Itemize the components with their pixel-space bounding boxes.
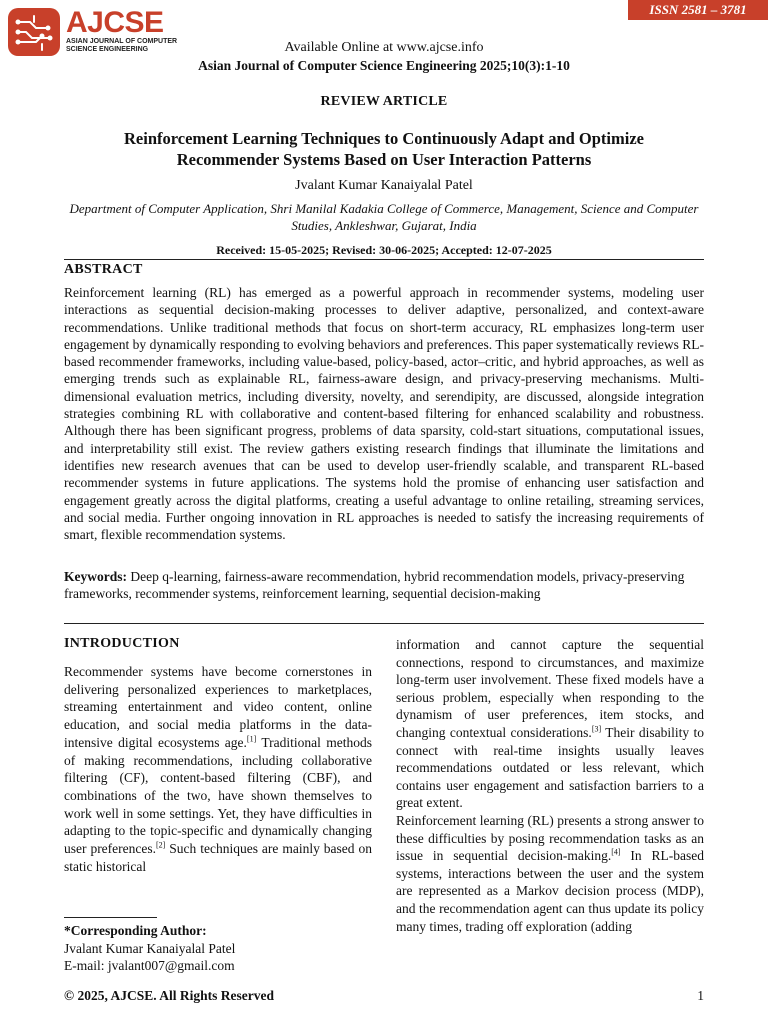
article-type: REVIEW ARTICLE bbox=[320, 94, 448, 109]
copyright: © 2025, AJCSE. All Rights Reserved bbox=[64, 988, 274, 1003]
divider bbox=[64, 259, 704, 260]
logo-subtitle-line2: SCIENCE ENGINEERING bbox=[66, 46, 149, 53]
divider bbox=[64, 623, 704, 624]
citation: [2] bbox=[156, 840, 166, 850]
intro-left-column bbox=[64, 663, 372, 875]
keywords-label: Keywords: bbox=[64, 569, 127, 584]
intro-right-column bbox=[396, 636, 704, 935]
abstract-text: Reinforcement learning (RL) has emerged as a powerful approach in recommender systems, modeling user interactions as sequential decision-making processes to deliver adaptive, personalized, and context-aware recommendations. Unlike traditional methods that focus on short-term accuracy, RL emphasizes long-term user engagement by dynamically responding to evolving behaviors and preferences. This paper systematically reviews RL-based recommender frameworks, including value-based, policy-based, actor–critic, and hybrid approaches, as well as emerging trends such as explainable RL, fairness-aware design, and privacy-preserving mechanisms. Multi-dimensional evaluation metrics, including diversity, novelty, and serendipity, are discussed, alongside integration strategies combining RL with collaborative and content-based filtering for enhanced scalability and robustness. Although there has been significant progress, problems of data sparsity, cold-start situations, computational issues, and interpretability still exist. The review gathers existing research findings that illuminate the limitations and identifies new research avenues that can be used to develop user-friendly scalable, and transparent RL-based recommender systems in future applications. The systems hold the promise of enhancing user satisfaction and engagement greatly across the digital platforms, creating a useful advantage to online retailing, streaming services, and social media. Further ongoing innovation in RL approaches is needed to satisfy the increasing requirements of smart, flexible recommendation systems. bbox=[64, 285, 704, 543]
author-name: Jvalant Kumar Kanaiyalal Patel bbox=[295, 178, 473, 193]
availability-line: Available Online at www.ajcse.info bbox=[284, 40, 484, 55]
author-affiliation: Department of Computer Application, Shri Manilal Kadakia College of Commerce, Management, Science and Computer Studies, Ankleshwar, Gujarat, India bbox=[69, 201, 699, 233]
issn-badge: ISSN 2581 – 3781 bbox=[628, 0, 768, 20]
footnote-divider bbox=[64, 917, 157, 918]
corresponding-author bbox=[64, 922, 235, 975]
paper-title: Reinforcement Learning Techniques to Continuously Adapt and Optimize Recommender Systems Based on User Interaction Patterns bbox=[124, 129, 644, 169]
keywords bbox=[64, 568, 704, 602]
citation: [3] bbox=[591, 724, 602, 734]
logo-subtitle-line1: ASIAN JOURNAL OF COMPUTER bbox=[66, 38, 178, 45]
paragraph: Reinforcement learning (RL) presents a strong answer to these difficulties by posing recommendation tasks as an issue in sequential decision-making.[4] In RL-based systems, interactions between the user and the system are represented as a Markov decision process (MDP), and the recommendation agent can thus update its policy many times, trading off exploration (adding bbox=[396, 812, 704, 934]
introduction-heading: INTRODUCTION bbox=[64, 636, 180, 651]
abstract-heading: ABSTRACT bbox=[64, 262, 143, 277]
citation: [4] bbox=[611, 847, 621, 857]
corresponding-email: E-mail: jvalant007@gmail.com bbox=[64, 958, 235, 973]
paragraph: Recommender systems have become cornerstones in delivering personalized experiences to marketplaces, streaming entertainment and video content, online education, and social media platforms in the data-intensive digital ecosystems age.[1] Traditional methods of making recommendations, including collaborative filtering (CF), content-based filtering (CBF), and combinations of the two, have shown themselves to work well in some settings. Yet, they have difficulties in adapting to the topic-specific and dynamically changing user preferences.[2] Such techniques are mainly based on static historical bbox=[64, 664, 372, 874]
journal-citation: Asian Journal of Computer Science Engineering 2025;10(3):1-10 bbox=[198, 58, 570, 73]
keywords-text: Deep q-learning, fairness-aware recommendation, hybrid recommendation models, privacy-preserving frameworks, recommender systems, reinforcement learning, sequential decision-making bbox=[64, 569, 685, 601]
logo-wordmark: AJCSE bbox=[66, 6, 164, 39]
corresponding-label: *Corresponding Author: bbox=[64, 923, 207, 938]
paragraph: information and cannot capture the sequential connections, respond to circumstances, and maximize long-term user involvement. These fixed models have a serious problem, especially when responding to the dynamism of user preferences, item stocks, and changing contextual considerations.[3] Their disability to connect with real-time insights usually leaves recommendations outdated or less relevant, which contains user engagement and satisfaction barriers to a great extent. bbox=[396, 637, 704, 811]
submission-dates: Received: 15-05-2025; Revised: 30-06-2025; Accepted: 12-07-2025 bbox=[216, 243, 552, 257]
citation: [1] bbox=[246, 734, 257, 744]
page-number: 1 bbox=[697, 988, 704, 1003]
corresponding-name: Jvalant Kumar Kanaiyalal Patel bbox=[64, 940, 236, 956]
